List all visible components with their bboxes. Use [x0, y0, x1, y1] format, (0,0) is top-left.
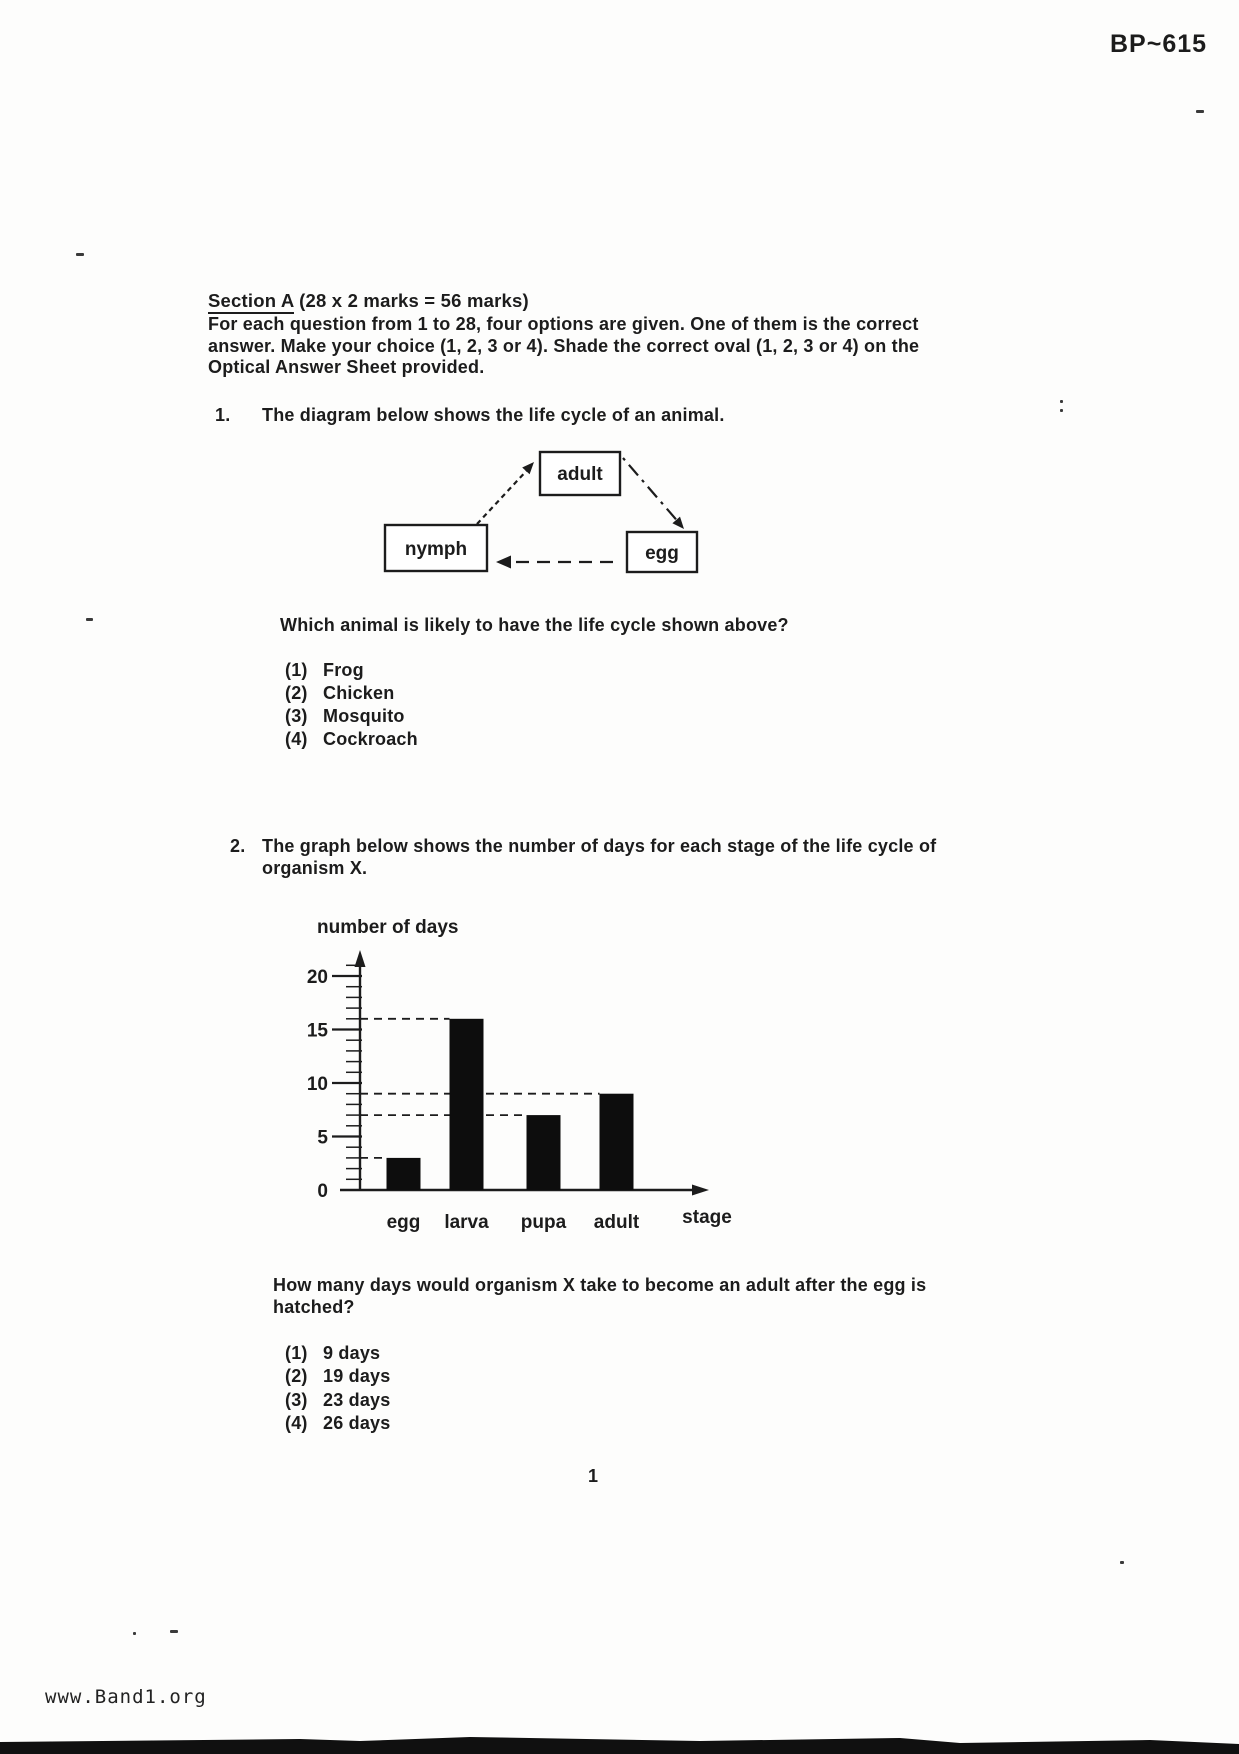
section-heading: [208, 290, 529, 312]
bar-chart: [300, 905, 780, 1250]
y-axis-arrow: [355, 950, 366, 967]
scan-speck: [1120, 1561, 1124, 1564]
question-2-stem-row: [230, 836, 1000, 879]
scan-speck: [1196, 110, 1204, 113]
x-tick-label-egg: egg: [386, 1212, 421, 1233]
option-label: Chicken: [323, 683, 395, 703]
arrow-adult-to-egg: [623, 458, 680, 524]
scan-speck: [1060, 409, 1063, 412]
option-label: Mosquito: [323, 706, 405, 726]
footer-url: www.Band1.org: [45, 1686, 207, 1708]
paper-code: BP~615: [1110, 30, 1208, 58]
y-tick-label-0: 0: [317, 1181, 328, 1202]
question-2-stem: [262, 836, 936, 879]
option-label: Cockroach: [323, 729, 418, 749]
question-2-prompt-line: How many days would organism X take to become an adult after the egg is: [273, 1275, 927, 1295]
option-number: (2): [285, 1366, 308, 1386]
page-number: 1: [588, 1466, 599, 1486]
q2-option-2: [285, 1366, 390, 1387]
y-tick-label-15: 15: [306, 1020, 328, 1042]
question-1-prompt: Which animal is likely to have the life cycle shown above?: [280, 615, 789, 635]
instruction-line: Optical Answer Sheet provided.: [208, 357, 485, 377]
question-2-stem-line: organism X.: [262, 857, 368, 878]
scan-speck: [133, 1632, 136, 1635]
x-axis-title: stage: [682, 1207, 732, 1228]
bar-adult: [600, 1094, 634, 1190]
scan-speck: [86, 618, 93, 621]
q1-option-4: [285, 729, 418, 750]
option-number: (3): [285, 706, 308, 726]
question-2-prompt-line: hatched?: [273, 1296, 355, 1317]
option-label: Frog: [323, 660, 364, 680]
arrowhead-egg-to-nymph: [496, 556, 511, 569]
q2-option-1: [285, 1343, 380, 1364]
question-1-stem-row: [215, 405, 975, 427]
life-cycle-diagram: [330, 440, 770, 590]
option-number: (3): [285, 1390, 308, 1410]
instruction-line: For each question from 1 to 28, four options are given. One of them is the correct: [208, 314, 919, 334]
x-tick-label-pupa: pupa: [520, 1212, 567, 1233]
option-number: (2): [285, 683, 308, 703]
y-tick-label-10: 10: [306, 1074, 328, 1095]
option-label: 23 days: [323, 1390, 391, 1410]
option-number: (4): [285, 729, 308, 749]
scan-edge-shape: [0, 1737, 1239, 1754]
y-axis-title: number of days: [317, 917, 459, 938]
section-heading-underlined: Section A: [208, 290, 294, 314]
q1-option-2: [285, 683, 394, 704]
instruction-line: answer. Make your choice (1, 2, 3 or 4). Shade the correct oval (1, 2, 3 or 4) on the: [208, 335, 920, 356]
question-1-number: 1.: [215, 405, 231, 425]
option-label: 9 days: [323, 1343, 381, 1363]
option-number: (1): [285, 1343, 308, 1363]
diagram-node-nymph-label: nymph: [404, 539, 468, 560]
question-2-number: 2.: [230, 836, 246, 856]
scan-speck: [76, 253, 84, 256]
q2-option-4: [285, 1413, 390, 1434]
section-heading-rest: (28 x 2 marks = 56 marks): [293, 290, 529, 311]
x-axis-arrow: [692, 1185, 709, 1196]
question-2-stem-line: The graph below shows the number of days for each stage of the life cycle of: [262, 836, 937, 856]
scan-speck: [170, 1630, 178, 1633]
bar-pupa: [527, 1115, 561, 1190]
arrow-nymph-to-adult: [477, 467, 530, 524]
x-tick-label-adult: adult: [593, 1212, 640, 1233]
section-instructions: [208, 314, 998, 379]
option-number: (4): [285, 1413, 308, 1433]
bar-egg: [387, 1158, 421, 1190]
diagram-node-adult-label: adult: [557, 464, 603, 485]
scan-edge-artifact: [0, 1730, 1239, 1754]
bar-larva: [450, 1019, 484, 1190]
y-tick-label-5: 5: [317, 1127, 328, 1149]
scan-speck: [1060, 400, 1063, 403]
x-tick-label-larva: larva: [444, 1212, 489, 1233]
q1-option-1: [285, 660, 364, 681]
option-number: (1): [285, 660, 308, 680]
y-tick-label-20: 20: [306, 967, 328, 988]
option-label: 19 days: [323, 1366, 391, 1386]
diagram-node-egg-label: egg: [645, 543, 679, 564]
q1-option-3: [285, 706, 405, 727]
question-1-stem: The diagram below shows the life cycle of an animal.: [262, 405, 725, 425]
question-2-prompt: [273, 1275, 953, 1318]
option-label: 26 days: [323, 1413, 391, 1433]
arrowhead-nymph-to-adult: [522, 462, 534, 474]
q2-option-3: [285, 1390, 390, 1411]
